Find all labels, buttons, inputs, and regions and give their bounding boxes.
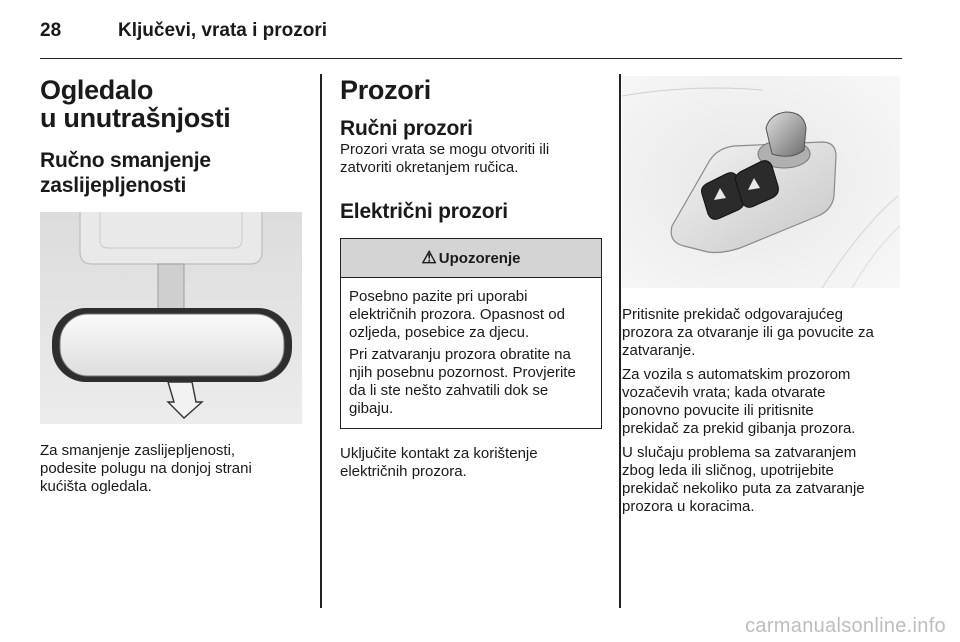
column-divider-2 [619, 74, 621, 608]
column-divider-1 [320, 74, 322, 608]
manual-windows-text: Prozori vrata se mogu otvoriti ili zatvoriti okretanjem ručica. [340, 141, 550, 176]
warning-paragraph-1: Posebno pazite pri uporabi električnih prozora. Opasnost od ozljeda, posebice za djecu. [349, 288, 565, 341]
column-windows [340, 76, 602, 481]
switch-instructions: Pritisnite prekidač odgovarajućeg prozora za otvaranje ili ga povucite za zatvaranje. [622, 306, 874, 359]
subsection-title-power-windows: Električni prozori [340, 200, 508, 223]
page-header [40, 18, 902, 59]
column-interior-mirror [40, 76, 302, 496]
watermark: carmanualsonline.info [745, 615, 946, 637]
subsection-title-antiglare: Ručno smanjenje zaslijepljenosti [40, 149, 211, 197]
warning-body [341, 278, 601, 428]
window-switch-illustration [622, 76, 900, 288]
section-title-mirror: Ogledalo u unutrašnjosti [40, 75, 231, 133]
warning-header [341, 239, 601, 278]
mirror-instructions: Za smanjenje zaslijepljenosti, podesite polugu na donjoj strani kućišta ogledala. [40, 442, 252, 495]
column-window-switch [622, 76, 902, 516]
warning-triangle-icon: ⚠ [421, 248, 437, 267]
rearview-mirror-illustration [40, 212, 302, 424]
automatic-window-instructions: Za vozila s automatskim prozorom vozačevih vrata; kada otvarate ponovno povucite ili pritisnite prekidač za prekid gibanja prozora. [622, 366, 856, 437]
warning-box [340, 238, 602, 429]
warning-title: Upozorenje [438, 249, 521, 267]
subsection-title-manual-windows: Ručni prozori [340, 117, 473, 140]
warning-paragraph-2: Pri zatvaranju prozora obratite na njih posebnu pozornost. Provjerite da li ste nešto zahvatili dok se gibaju. [349, 346, 576, 417]
ignition-instructions: Uključite kontakt za korištenje električnih prozora. [340, 445, 538, 480]
page-number: 28 [40, 20, 62, 41]
section-title-windows: Prozori [340, 75, 431, 105]
ice-problem-instructions: U slučaju problema sa zatvaranjem zbog leda ili sličnog, upotrijebite prekidač nekoliko puta za zatvaranje prozora u koracima. [622, 444, 865, 515]
running-title: Ključevi, vrata i prozori [118, 20, 328, 41]
